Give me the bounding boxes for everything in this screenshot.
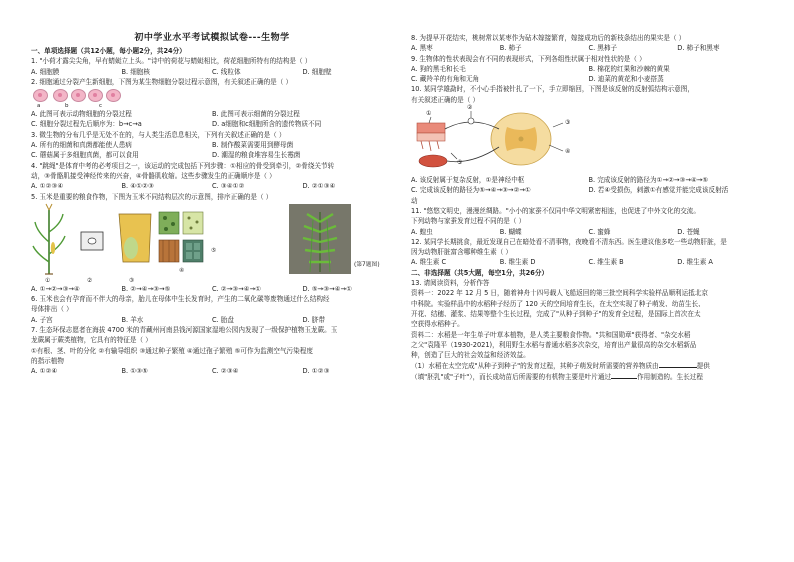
- figure-number: ②: [87, 277, 93, 284]
- question-1-options: [31, 67, 393, 77]
- option: B. 柿子: [499, 44, 522, 53]
- plant-cell-icon: [81, 232, 103, 250]
- option: D. ⑤→③→④→①: [302, 284, 352, 293]
- question-5-options: [31, 284, 393, 294]
- figure-number: ①: [426, 110, 432, 118]
- option: A. 维生素 C: [411, 258, 447, 267]
- option: D. 脐带: [302, 315, 325, 324]
- option: D. 若④受损伤，刺激①有感觉并能完成该反射活: [588, 186, 729, 195]
- option: D. ①②③: [302, 367, 330, 376]
- question-4-options: [31, 181, 393, 191]
- option: D. 维生素 A: [677, 258, 713, 267]
- question-5: 5. 玉米是重要的粮食作物，下图为玉米不同结构层次的示意图，排序正确的是（ ）: [31, 192, 273, 201]
- figure-number: ③: [565, 119, 571, 127]
- page-title: 初中学业水平考试模拟试卷---生物学: [134, 33, 290, 43]
- question-8: 8. 为提早开花结实，桃树常以某枣作为砧木嫁接繁育，嫁接成功后的新枝条结出的果实是（ ）: [411, 34, 686, 42]
- fern-photo-icon: [289, 204, 351, 274]
- tissue-icon: [159, 212, 203, 262]
- question-9: 9. 生物体的性状表现会有不同的表现形式，下列各组性状属于相对性状的是（ ）: [411, 54, 646, 63]
- option: B. ②→④→③→⑤: [121, 284, 171, 293]
- subquestion-text: 作用制造的。生长过程: [637, 372, 703, 381]
- corn-plant-icon: [33, 204, 65, 274]
- passage-1-line1: 资料一：2022 年 12 月 5 日，随着神舟十四号载人飞船返回的第三批空间科学实验样品顺利运抵北京: [411, 289, 709, 298]
- cell-a-group: [33, 89, 51, 105]
- subquestion-text: （填"胚乳"或"子叶"），而长成幼苗后所需要的有机物主要是叶片通过: [411, 372, 612, 381]
- question-2-options-row2: [31, 119, 393, 129]
- option: C. 黑柿子: [588, 44, 618, 53]
- question-13: 13. 请阅读资料，分析作答: [411, 279, 490, 288]
- right-column: [411, 33, 766, 381]
- option: B. 维生素 D: [499, 258, 536, 267]
- option: C. 藏羚羊的有角和无角: [411, 75, 480, 84]
- option: B. 完成该反射的路径为①→②→③→④→⑤: [588, 176, 709, 185]
- question-9-options-row2: [411, 74, 766, 84]
- passage-1-line2: 中科院。实验样品中的水稻种子经历了 120 天的空间培育生长，在太空实现了种子萌发、幼苗生长、: [411, 299, 705, 308]
- option: A. 黑枣: [411, 44, 433, 53]
- option: A. 所有的细菌和真菌都能使人患病: [31, 141, 132, 150]
- figure-number: ⑤: [211, 247, 217, 254]
- reflex-arc-svg: [411, 105, 611, 175]
- figure-number: ②: [467, 104, 473, 112]
- skin-receptor-icon: [417, 123, 445, 151]
- question-12-line1: 12. 某同学长期挑食，最近发现自己在暗处看不清事物，夜晚看不清东西。医生建议他多吃一些动物肝脏，是: [411, 237, 727, 246]
- option: B. 棉花的红果和沙棘的黄果: [588, 64, 670, 73]
- question-12-options: [411, 257, 766, 267]
- option: A. 该反射属于复杂反射，①是神经中枢: [411, 176, 525, 185]
- option: A. ①→②→③→④: [31, 284, 80, 293]
- motor-nerve-line: [447, 147, 499, 162]
- corn-structure-figure: [31, 202, 393, 284]
- question-4-line1: 4. "跳绳"是体育中考的必考项目之一，该运动的完成包括下列步骤：①相应的骨受到牵引，②骨绕关节转: [31, 161, 335, 170]
- subquestion-1-line2: [411, 371, 766, 381]
- question-7-line1: 7. 生态环保志愿者在海拔 4700 米的青藏州河南县钱河源国家湿地公园内发现了一级保护植物玉龙蕨。玉: [31, 326, 338, 335]
- question-2: 2. 细胞通过分裂产生新细胞，下图为某生物细胞分裂过程示意图，有关叙述正确的是（ ）: [31, 77, 293, 86]
- section-heading-1: 一、单项选择题（共12小题，每小题2分，共24分）: [31, 47, 186, 55]
- question-9-options-row1: [411, 64, 766, 74]
- question-10-line2: 有关叙述正确的是（ ）: [411, 95, 480, 104]
- reflex-arc-figure: [411, 105, 766, 175]
- subquestion-1-line1: [411, 360, 766, 370]
- option: C. ②→③→④→①: [212, 284, 262, 293]
- question-7-options: [31, 366, 393, 376]
- option: B. ①③⑤: [121, 367, 148, 376]
- figure-number: ④: [565, 148, 571, 156]
- cell-icon: [33, 89, 48, 102]
- option: D. a细胞和c细胞所含的遗传物质不同: [212, 120, 322, 129]
- cell-b-group: [53, 89, 89, 105]
- left-column: [31, 46, 393, 377]
- option: B. 细胞核: [121, 67, 150, 76]
- cell-c-group: [88, 89, 124, 105]
- question-7-line2: 龙蕨属于蕨类植物，它具有的特征是（ ）: [31, 336, 152, 345]
- option: A. 子宫: [31, 315, 53, 324]
- option: B. ④①②③: [121, 182, 154, 191]
- figure-label: c: [99, 103, 103, 110]
- option: C. 线粒体: [212, 67, 241, 76]
- option: C. 胎盘: [212, 315, 234, 324]
- passage-1-line3: 开花、结穗、灌浆、结果等整个生长过程，完成了"从种子到种子"的发育全过程，是国际上首次在太: [411, 309, 701, 318]
- section-heading-2: 二、非选择题（共5大题，每空1分，共26分）: [411, 268, 549, 277]
- question-10-line1: 10. 某同学雄勐时，不小心手指被针扎了一下，手立即缩回，下图是该反射的反射弧结构示意图，: [411, 85, 694, 94]
- option: C. 蜜蜂: [588, 227, 611, 236]
- option: B. 蝴蝶: [499, 227, 522, 236]
- figure-label: b: [65, 103, 69, 110]
- option: B. 羊水: [121, 315, 144, 324]
- question-8-options: [411, 43, 766, 53]
- option: C. 维生素 B: [588, 258, 624, 267]
- question-7-line4: 的指示植物: [31, 356, 64, 365]
- option: D. ②①③④: [302, 182, 336, 191]
- question-4-line2: 动，③骨骼肌接受神经传来的兴奋，④骨骼肌收缩。这些步骤发生的正确顺序是（ ）: [31, 171, 276, 180]
- question-3-options-row1: [31, 140, 393, 150]
- option: A. ①②③④: [31, 182, 64, 191]
- option: A. 此图可表示动物细胞的分裂过程: [31, 110, 132, 119]
- cell-icon: [106, 89, 121, 102]
- option: C. ②③④: [212, 367, 239, 376]
- question-6-line2: 母体排出（ ）: [31, 305, 73, 314]
- passage-2-line1: 资料二：水稻是一年生单子叶草本植物，是人类主要粮食作物。"共和国勋章"获得者、"杂交水稻: [411, 330, 691, 339]
- question-11-options: [411, 227, 766, 237]
- option: B. 制作酸菜需要用到酵母菌: [212, 141, 294, 150]
- figure-number: ①: [45, 277, 51, 284]
- cell-icon: [71, 89, 86, 102]
- option: C. ③④①②: [212, 182, 245, 191]
- figure-label: a: [37, 103, 41, 110]
- passage-2-line2: 之父"袁隆平（1930-2021)，利用野生水稻与普通水稻多次杂交，培育出产量很高的杂交水稻新品: [411, 340, 697, 349]
- question-10-options-row2: [411, 185, 766, 195]
- question-6-options: [31, 315, 393, 325]
- option: D. 柿子和黑枣: [677, 44, 720, 53]
- option: D. 潮湿的粮食堆容易生长霉菌: [212, 151, 301, 160]
- figure-number: ③: [129, 277, 135, 284]
- muscle-effector-icon: [419, 155, 447, 167]
- question-2-options-row1: [31, 109, 393, 119]
- option: A. ①②④: [31, 367, 58, 376]
- figure-number: ⑤: [457, 159, 463, 167]
- question-7-line3: ①有根、茎、叶的分化 ②有输导组织 ③通过种子繁殖 ④通过孢子繁殖 ⑤可作为监测空气污染程度: [31, 346, 313, 355]
- figure-7-caption: (第7题图): [354, 261, 380, 268]
- option: C. 完成该反射的路径为⑤→④→③→②→①: [411, 186, 531, 195]
- figure-number: ④: [179, 267, 185, 274]
- spinal-cord-icon: [491, 113, 551, 165]
- subquestion-text: 提供: [696, 362, 710, 371]
- corn-figure-svg: [31, 202, 393, 284]
- question-11-line2: 下列动物与家蚕发育过程不同的是（ ）: [411, 217, 526, 226]
- option: C. 细胞分裂过程先后顺序为：b→c→a: [31, 120, 142, 129]
- answer-blank[interactable]: [659, 360, 697, 368]
- cell-division-figure: [31, 87, 393, 109]
- question-3-options-row2: [31, 150, 393, 160]
- option: A. 细胞膜: [31, 67, 60, 76]
- question-3: 3. 微生物的分布几乎是无处不在的，与人类生活息息相关，下列有关叙述正确的是（ ）: [31, 130, 286, 139]
- option: A. 蝗虫: [411, 227, 433, 236]
- option: D. 细胞壁: [302, 67, 332, 76]
- question-11-line1: 11. "悠悠文明史，漫漫丝绸路。"小小的家蚕不仅同中华文明紧密相连，也促进了中外文化的交流。: [411, 206, 700, 215]
- passage-1-line4: 空获得水稻种子。: [411, 320, 464, 329]
- answer-blank[interactable]: [611, 371, 637, 379]
- corn-kernel-icon: [119, 214, 151, 262]
- question-12-line2: 因为动物肝脏富含哪种维生素（ ）: [411, 248, 513, 257]
- passage-2-line3: 种，创造了巨大的社会效益和经济效益。: [411, 351, 530, 360]
- subquestion-text: （1）水稻在太空完成"从种子到种子"的发育过程，其种子萌发时所需要的营养物质由: [411, 362, 659, 371]
- option: D. 苍蝇: [677, 227, 700, 236]
- option: D. 迪菜的黄花和小麦搭蒸: [588, 75, 664, 84]
- option: B. 此图可表示细菌的分裂过程: [212, 110, 300, 119]
- option: A. 狗的黑毛和长毛: [411, 64, 466, 73]
- question-1: 1. "小荷才露尖尖角，早有蜻蜓立上头。"诗中的荷花与蜻蜓相比，荷花细胞所特有的结构是（ ）: [31, 57, 312, 66]
- option: C. 蘑菇属于多细胞真菌，都可以食用: [31, 151, 139, 160]
- question-10-options-row3: 动: [411, 196, 418, 205]
- question-6-line1: 6. 玉米也会有孕育而不伴大的母亲，胎儿在母体中生长发育时，产生的二氧化碳等废物通过什么结构经: [31, 295, 330, 304]
- question-10-options-row1: [411, 175, 766, 185]
